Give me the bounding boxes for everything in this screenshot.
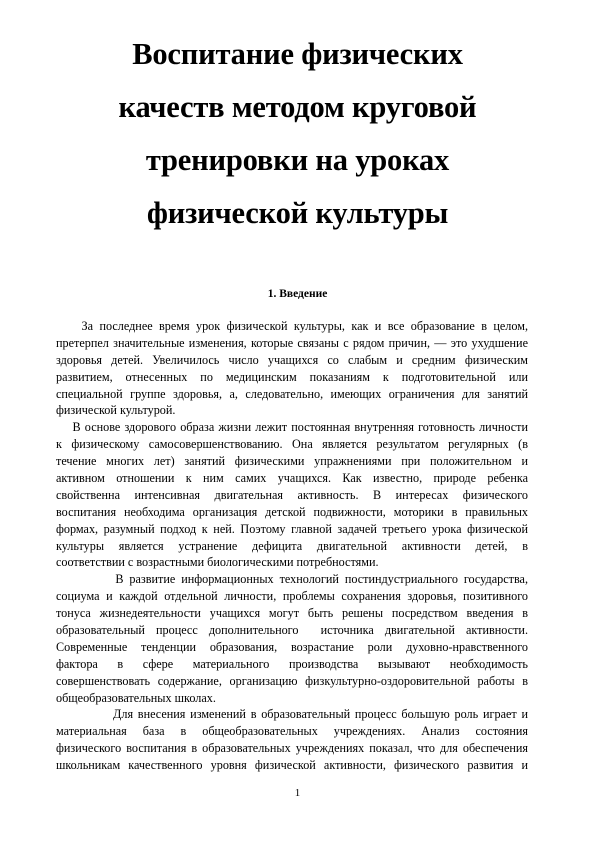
text-line: активном отношении к ним самих учащихся. Как известно, природе ребенка: [56, 471, 528, 486]
text-line: развитием, отнесенных по медицинским показаниям к подготовительной или: [56, 369, 528, 384]
title-line: тренировки на уроках: [145, 143, 450, 177]
text-line: Современные тенденции образования, возрастание роли духовно-нравственного: [56, 639, 528, 654]
text-line: материальная база в общеобразовательных учреждениях. Анализ состояния: [56, 724, 528, 739]
text-line: здоровья детей. Увеличилось число учащихся со слабым и средним физическим: [56, 352, 528, 367]
text-line: формах, разумный подход к ней. Поэтому главной задачей третьего урока физической: [56, 521, 528, 536]
title-line: физической культуры: [146, 196, 449, 230]
text-line: претерпел значительные изменения, которые связаны с рядом причин, — это ухудшение: [56, 335, 528, 350]
text-line: фактора в сфере материального производства вызывают необходимость: [56, 656, 528, 671]
text-line: специальной группе здоровья, а, следовательно, имеющих ограничения для занятий: [56, 386, 528, 401]
text-line: свойственна интенсивная двигательная активность. В интересах физического: [56, 487, 528, 502]
text-line: За последнее время урок физической культуры, как и все образование в целом,: [56, 319, 528, 333]
body-text: [56, 318, 528, 774]
text-line: тонуса жизнедеятельности учащихся могут быть решены посредством введения в: [56, 606, 528, 621]
text-line: течение многих лет) занятий физическими упражнениями при положительном и: [56, 454, 528, 469]
text-line: В развитие информационных технологий постиндустриального государства,: [56, 572, 528, 587]
text-line: В основе здорового образа жизни лежит постоянная внутренняя готовность личности: [56, 420, 528, 435]
page-number: 1: [294, 787, 301, 799]
text-line: Для внесения изменений в образовательный процесс большую роль играет и: [56, 707, 528, 722]
text-line: школьникам качественного уровня физической активности, физического развития и: [56, 758, 528, 773]
section-heading: 1. Введение: [267, 288, 328, 300]
title-line: качеств методом круговой: [118, 90, 477, 124]
document-title: [40, 28, 555, 240]
text-line: культуры является устранение дефицита двигательной активности детей, в: [56, 538, 528, 553]
text-line: совершенствовать содержание, организацию физкультурно-оздоровительной работы в: [56, 673, 528, 688]
text-line: общеобразовательных школах.: [56, 690, 216, 705]
text-line: физического воспитания в образовательных учреждениях показал, что для обеспечения: [56, 741, 528, 756]
text-line: воспитания необходима организация детской подвижности, моторики в правильных: [56, 504, 528, 519]
text-line: социума и каждой отдельной личности, проблемы сохранения здоровья, позитивного: [56, 589, 528, 604]
text-line: образовательный процесс дополнительного источника двигательной активности.: [56, 623, 528, 638]
text-line: к физическому самосовершенствованию. Она является результатом регулярных (в: [56, 437, 528, 452]
title-line: Воспитание физических: [132, 37, 463, 71]
text-line: соответствии с возрастными биологическими потребностями.: [56, 555, 379, 570]
text-line: физической культурой.: [56, 403, 176, 418]
